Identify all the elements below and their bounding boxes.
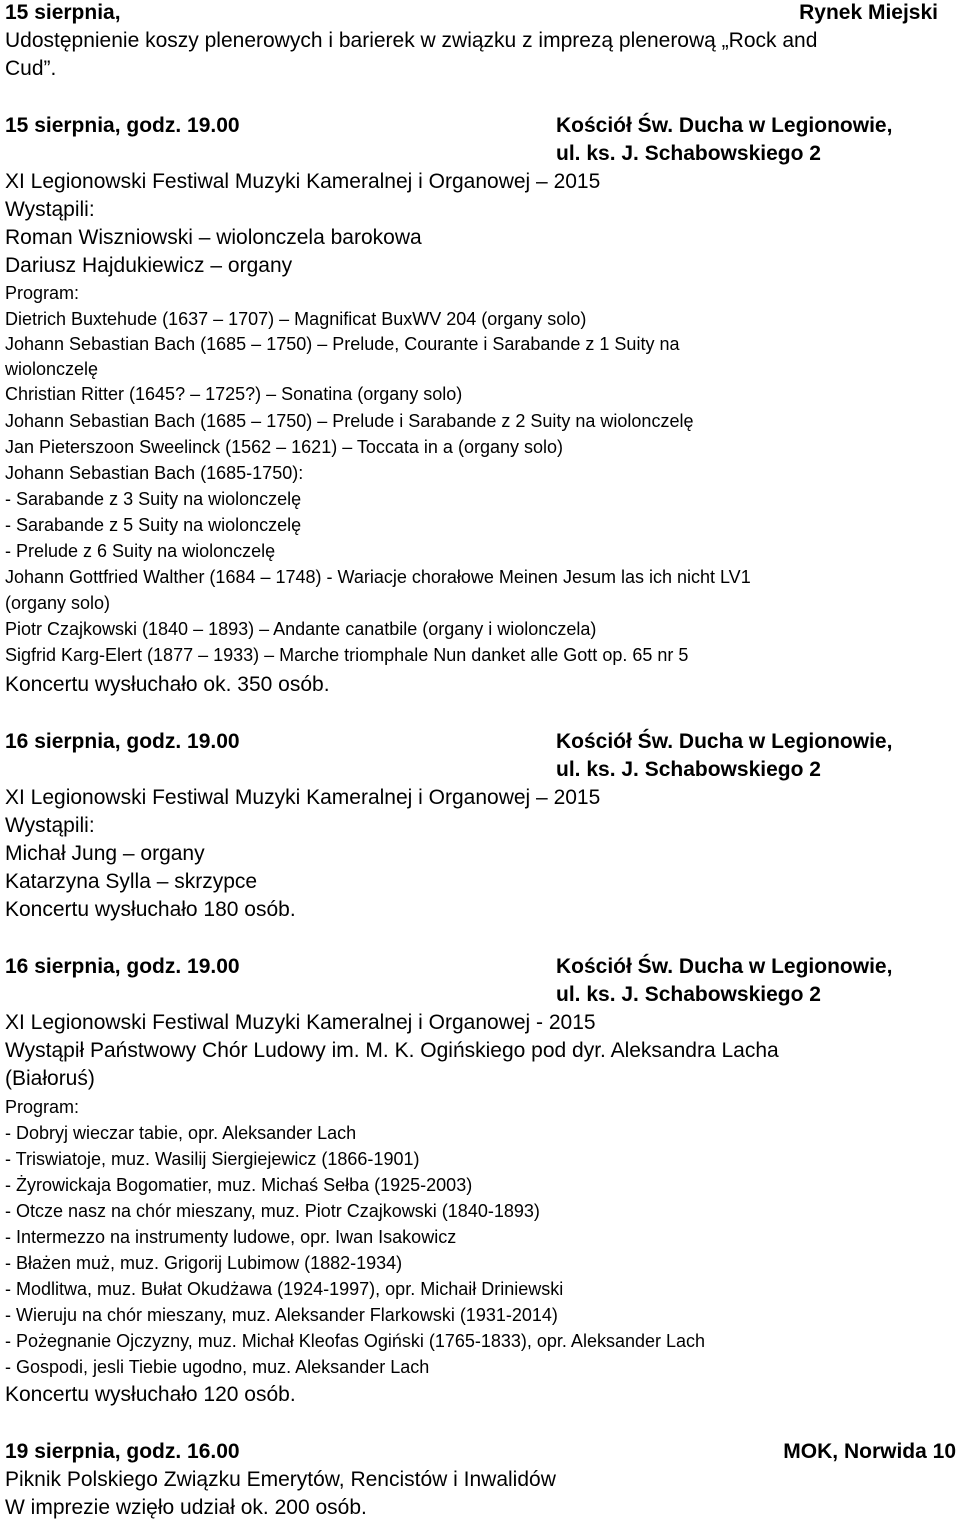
- event-place: MOK, Norwida 10: [783, 1440, 956, 1463]
- event-address: ul. ks. J. Schabowskiego 2: [556, 983, 821, 1006]
- program-item: - Gospodi, jesli Tiebie ugodno, muz. Aleksander Lach: [5, 1357, 430, 1377]
- program-item: (organy solo): [5, 593, 111, 613]
- event-address: ul. ks. J. Schabowskiego 2: [556, 758, 821, 781]
- event-place: Rynek Miejski: [799, 1, 938, 24]
- performer: Katarzyna Sylla – skrzypce: [5, 870, 258, 893]
- program-item: - Prelude z 6 Suity na wiolonczelę: [5, 541, 276, 561]
- program-item: - Błażen muż, muz. Grigorij Lubimow (1882-1934): [5, 1253, 403, 1273]
- program-item: Dietrich Buxtehude (1637 – 1707) – Magnificat BuxWV 204 (organy solo): [5, 309, 587, 329]
- festival-title: XI Legionowski Festiwal Muzyki Kameralnej i Organowej – 2015: [5, 170, 601, 193]
- program-item: Johann Gottfried Walther (1684 – 1748) - Wariacje chorałowe Meinen Jesum las ich nicht LV1: [5, 567, 751, 587]
- event-place: Kościół Św. Ducha w Legionowie,: [556, 114, 893, 137]
- program-item: - Otcze nasz na chór mieszany, muz. Piotr Czajkowski (1840-1893): [5, 1201, 540, 1221]
- festival-title: XI Legionowski Festiwal Muzyki Kameralnej i Organowej – 2015: [5, 786, 601, 809]
- program-item: wiolonczelę: [5, 359, 99, 379]
- event-address: ul. ks. J. Schabowskiego 2: [556, 142, 821, 165]
- event-place: Kościół Św. Ducha w Legionowie,: [556, 955, 893, 978]
- program-item: - Sarabande z 3 Suity na wiolonczelę: [5, 489, 302, 509]
- program-item: - Dobryj wieczar tabie, opr. Aleksander Lach: [5, 1123, 357, 1143]
- event-date: 15 sierpnia,: [5, 1, 121, 24]
- program-item: - Sarabande z 5 Suity na wiolonczelę: [5, 515, 302, 535]
- performer: Roman Wiszniowski – wiolonczela barokowa: [5, 226, 422, 249]
- program-item: - Modlitwa, muz. Bułat Okudżawa (1924-1997), opr. Michaił Driniewski: [5, 1279, 564, 1299]
- performers: Wystąpił Państwowy Chór Ludowy im. M. K. Ogińskiego pod dyr. Aleksandra Lacha: [5, 1039, 779, 1062]
- event-place: Kościół Św. Ducha w Legionowie,: [556, 730, 893, 753]
- program-label: Program:: [5, 1097, 80, 1117]
- performers-label: Wystąpili:: [5, 198, 95, 221]
- event-description: Cud”.: [5, 57, 57, 80]
- program-item: Johann Sebastian Bach (1685 – 1750) – Prelude i Sarabande z 2 Suity na wiolonczelę: [5, 411, 694, 431]
- event-date: 16 sierpnia, godz. 19.00: [5, 730, 240, 753]
- attendance: Koncertu wysłuchało 180 osób.: [5, 898, 296, 921]
- program-label: Program:: [5, 283, 80, 303]
- performer: Dariusz Hajdukiewicz – organy: [5, 254, 293, 277]
- festival-title: XI Legionowski Festiwal Muzyki Kameralnej i Organowej - 2015: [5, 1011, 596, 1034]
- program-item: Johann Sebastian Bach (1685-1750):: [5, 463, 304, 483]
- program-item: - Intermezzo na instrumenty ludowe, opr. Iwan Isakowicz: [5, 1227, 457, 1247]
- event-date: 15 sierpnia, godz. 19.00: [5, 114, 240, 137]
- program-item: - Pożegnanie Ojczyzny, muz. Michał Kleofas Ogiński (1765-1833), opr. Aleksander Lach: [5, 1331, 706, 1351]
- event-description: Piknik Polskiego Związku Emerytów, Rencistów i Inwalidów: [5, 1468, 556, 1491]
- program-item: Piotr Czajkowski (1840 – 1893) – Andante canatbile (organy i wiolonczela): [5, 619, 597, 639]
- event-date: 16 sierpnia, godz. 19.00: [5, 955, 240, 978]
- program-item: - Wieruju na chór mieszany, muz. Aleksander Flarkowski (1931-2014): [5, 1305, 558, 1325]
- performers-label: Wystąpili:: [5, 814, 95, 837]
- attendance: Koncertu wysłuchało ok. 350 osób.: [5, 673, 330, 696]
- program-item: - Triswiatoje, muz. Wasilij Siergiejewicz (1866-1901): [5, 1149, 420, 1169]
- program-item: Christian Ritter (1645? – 1725?) – Sonatina (organy solo): [5, 384, 463, 404]
- program-item: - Żyrowickaja Bogomatier, muz. Michaś Sełba (1925-2003): [5, 1175, 473, 1195]
- program-item: Sigfrid Karg-Elert (1877 – 1933) – Marche triomphale Nun danket alle Gott op. 65 nr 5: [5, 645, 689, 665]
- performers: (Białoruś): [5, 1067, 95, 1090]
- program-item: Johann Sebastian Bach (1685 – 1750) – Prelude, Courante i Sarabande z 1 Suity na: [5, 334, 680, 354]
- attendance: Koncertu wysłuchało 120 osób.: [5, 1383, 296, 1406]
- event-date: 19 sierpnia, godz. 16.00: [5, 1440, 240, 1463]
- program-item: Jan Pieterszoon Sweelinck (1562 – 1621) – Toccata in a (organy solo): [5, 437, 563, 457]
- event-description: Udostępnienie koszy plenerowych i barierek w związku z imprezą plenerową „Rock and: [5, 29, 818, 52]
- attendance: W imprezie wzięło udział ok. 200 osób.: [5, 1496, 367, 1519]
- performer: Michał Jung – organy: [5, 842, 205, 865]
